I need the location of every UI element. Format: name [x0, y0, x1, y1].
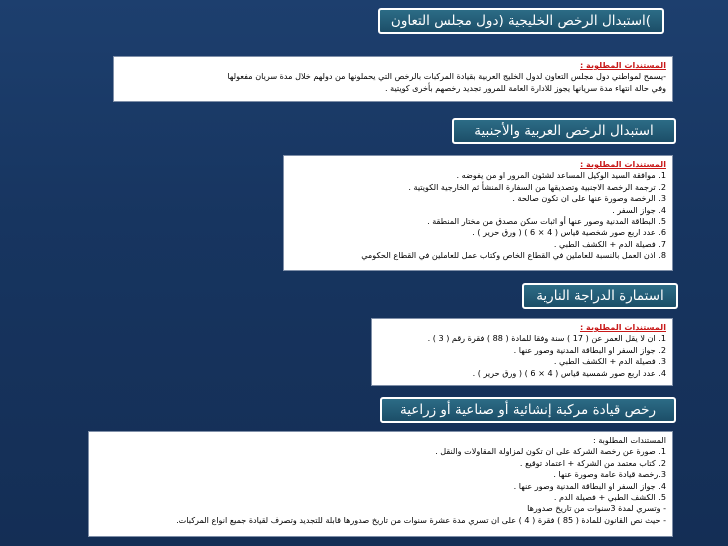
text-line: 1. موافقة السيد الوكيل المساعد لشئون المرور او من يفوضه . — [456, 170, 666, 181]
heading-gcc-license-exchange: )استبدال الرخص الخليجية (دول مجلس التعاون — [378, 8, 664, 34]
text-line: وفي حالة انتهاء مدة سريانها يجوز للادارة العامة للمرور تجديد رخصهم بأخرى كويتية . — [384, 82, 666, 93]
box-motorcycle-requirements — [371, 318, 673, 386]
text-line: 5. الكشف الطبي + فصيلة الدم . — [553, 492, 666, 503]
heading-construction-industrial-agricultural-license: رخص قيادة مركبة إنشائية أو صناعية أو زراعية — [380, 397, 676, 423]
text-line: - حيث نص القانون للمادة ( 85 ) فقرة ( 4 ) على ان تسري مدة عشرة سنوات من تاريخ صدورها قابلة للتجديد وتصرف لقيادة جميع انواع المركبات. — [176, 514, 666, 525]
text-line: 1. ان لا يقل العمر عن ( 17 ) سنة وفقا للمادة ( 88 ) فقرة رقم ( 3 ) . — [427, 333, 666, 344]
text-line: -يسمح لمواطني دول مجلس التعاون لدول الخليج العربية بقيادة المركبات بالرخص التي يحملونها من دولهم خلال مدة سريان مفعولها — [227, 71, 666, 82]
text-line: 4. جواز السفر . — [612, 204, 666, 215]
text-line: 5. البطاقة المدنية وصور عنها أو اثبات سكن مصدق من مختار المنطقة . — [427, 216, 666, 227]
text-line: 3. الرخصة وصورة عنها على ان تكون صالحة . — [512, 193, 666, 204]
required-documents-label: المستندات المطلوبة : — [580, 159, 666, 169]
text-line: 4. جواز السفر او البطاقة المدنية وصور عنها . — [513, 480, 666, 491]
text-line: 6. عدد اربع صور شخصية قياس ( 4 × 6 ) ( ورق حرير ) . — [472, 227, 666, 238]
box-gcc-license-requirements — [113, 56, 673, 102]
required-documents-label: المستندات المطلوبة : — [593, 435, 666, 445]
text-line: 1. صورة عن رخصة الشركة على ان تكون لمزاولة المقاولات والنقل . — [435, 446, 666, 457]
text-line: 2. جواز السفر او البطاقة المدنية وصور عنها . — [513, 344, 666, 355]
heading-arab-foreign-license-exchange: استبدال الرخص العربية والأجنبية — [452, 118, 676, 144]
text-line: 2. ترجمة الرخصة الاجنبية وتصديقها من السفارة المنشأ ثم الخارجية الكويتية . — [408, 181, 666, 192]
box-arab-foreign-license-requirements — [283, 155, 673, 271]
box-construction-license-requirements — [88, 431, 673, 537]
text-line: 4. عدد اربع صور شمسية قياس ( 4 × 6 ) ( ورق حرير ) . — [472, 367, 666, 378]
text-line: 2. كتاب معتمد من الشركة + اعتماد توقيع . — [519, 457, 666, 468]
text-line: - وتسري لمدة 3سنوات من تاريخ صدورها — [527, 503, 666, 514]
required-documents-label: المستندات المطلوبة : — [580, 60, 666, 70]
text-line: 7. فصيلة الدم + الكشف الطبي . — [553, 238, 666, 249]
heading-motorcycle-form: استمارة الدراجة النارية — [522, 283, 678, 309]
text-line: 3. فصيلة الدم + الكشف الطبي . — [553, 356, 666, 367]
required-documents-label: المستندات المطلوبة : — [580, 322, 666, 332]
text-line: 3.رخصة قيادة عامة وصورة عنها . — [553, 469, 666, 480]
text-line: 8. اذن العمل بالنسبة للعاملين في القطاع الخاص وكتاب عمل للعاملين في القطاع الحكومي — [361, 250, 666, 261]
